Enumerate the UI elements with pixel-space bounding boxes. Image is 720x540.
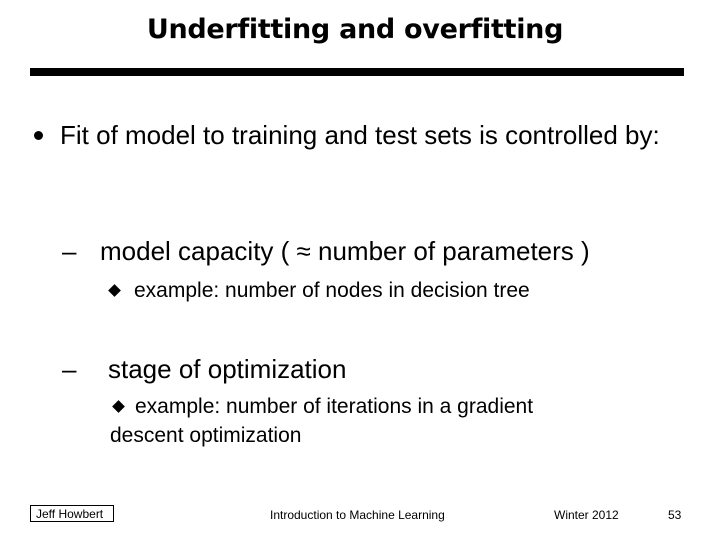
dash-bullet-2: – [62,354,77,384]
subitem-stage-of-optimization: stage of optimization [108,354,347,384]
subitem-model-capacity: model capacity ( ≈ number of parameters ) [100,236,590,266]
round-bullet-icon [34,131,43,140]
title-underline-rule [30,68,684,76]
diamond-bullet-icon [108,284,121,297]
footer-course-title: Introduction to Machine Learning [270,508,445,522]
footer-term: Winter 2012 [554,508,619,522]
detail-model-capacity: example: number of nodes in decision tree [134,279,530,302]
footer-author-box: Jeff Howbert [30,505,114,522]
dash-bullet-1: – [62,236,77,266]
main-bullet-text: Fit of model to training and test sets is controlled by: [60,120,660,150]
footer-page-number: 53 [668,508,682,522]
slide-title: Underfitting and overfitting [146,14,564,45]
detail-stage-of-optimization: example: number of iterations in a gradient descent optimization [110,395,534,447]
